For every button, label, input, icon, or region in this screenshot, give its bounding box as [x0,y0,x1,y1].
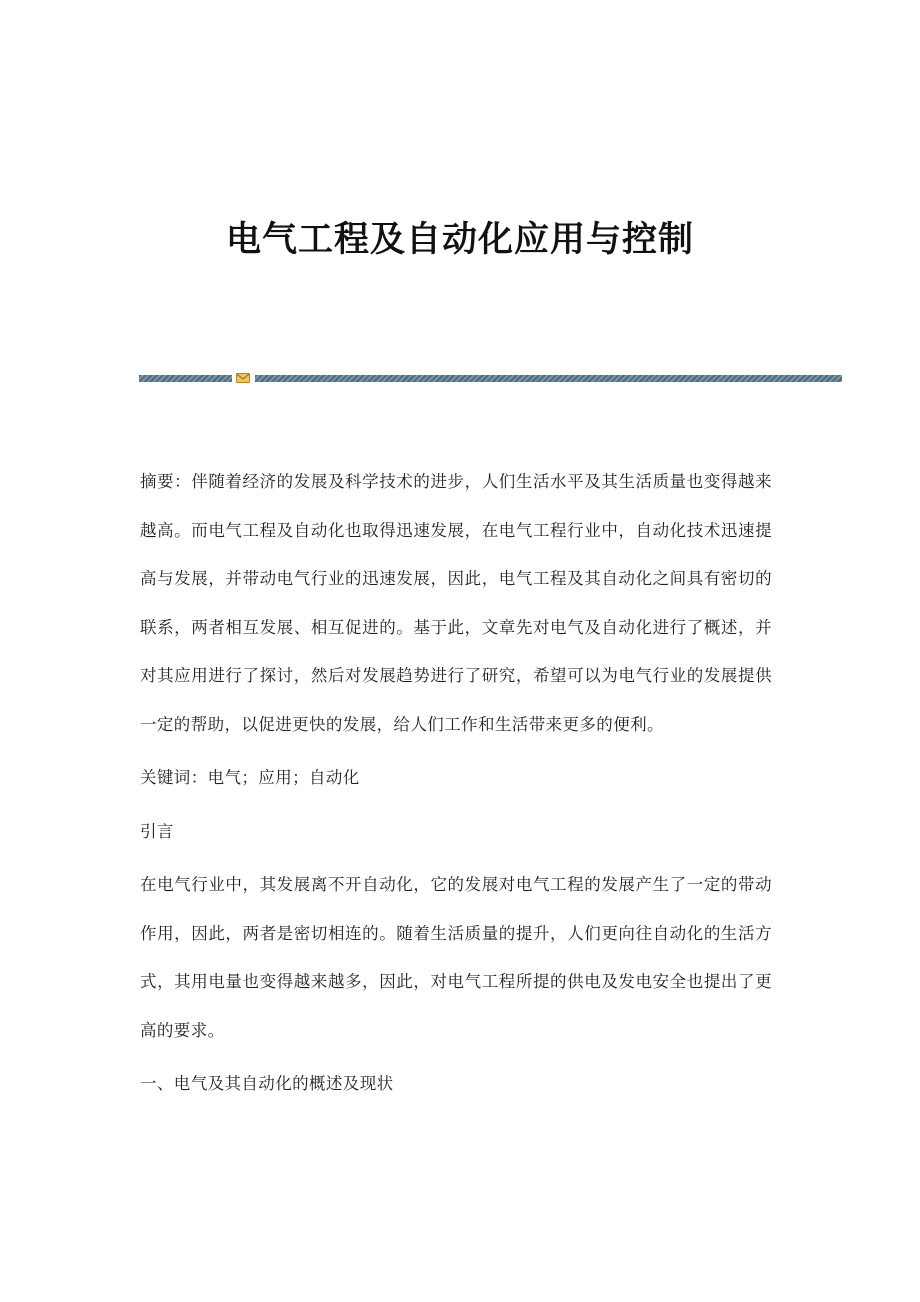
section-heading: 一、电气及其自动化的概述及现状 [140,1074,394,1093]
abstract-paragraph: 摘要：伴随着经济的发展及科学技术的进步，人们生活水平及其生活质量也变得越来越高。而电气工程及自动化也取得迅速发展，在电气工程行业中，自动化技术迅速提高与发展，并带动电气行业的迅速发展，因此，电气工程及其自动化之间具有密切的联系，两者相互发展、相互促进的。基于此，文章先对电气及自动化进行了概述，并对其应用进行了探讨，然后对发展趋势进行了研究，希望可以为电气行业的发展提供一定的帮助，以促进更快的发展，给人们工作和生活带来更多的便利。 [140,472,772,734]
divider-bar-left [139,375,232,382]
intro-heading: 引言 [140,821,174,841]
intro-paragraph: 在电气行业中，其发展离不开自动化，它的发展对电气工程的发展产生了一定的带动作用，因此，两者是密切相连的。随着生活质量的提升，人们更向往自动化的生活方式，其用电量也变得越来越多，因此，对电气工程所提的供电及发电安全也提出了更高的要求。 [140,875,772,1040]
divider-bar-right [255,375,842,382]
document-body [140,458,772,1109]
title-divider [139,370,842,386]
keywords-paragraph: 关键词：电气；应用；自动化 [140,768,360,787]
page-title: 电气工程及自动化应用与控制 [225,220,694,260]
envelope-icon [236,372,250,384]
